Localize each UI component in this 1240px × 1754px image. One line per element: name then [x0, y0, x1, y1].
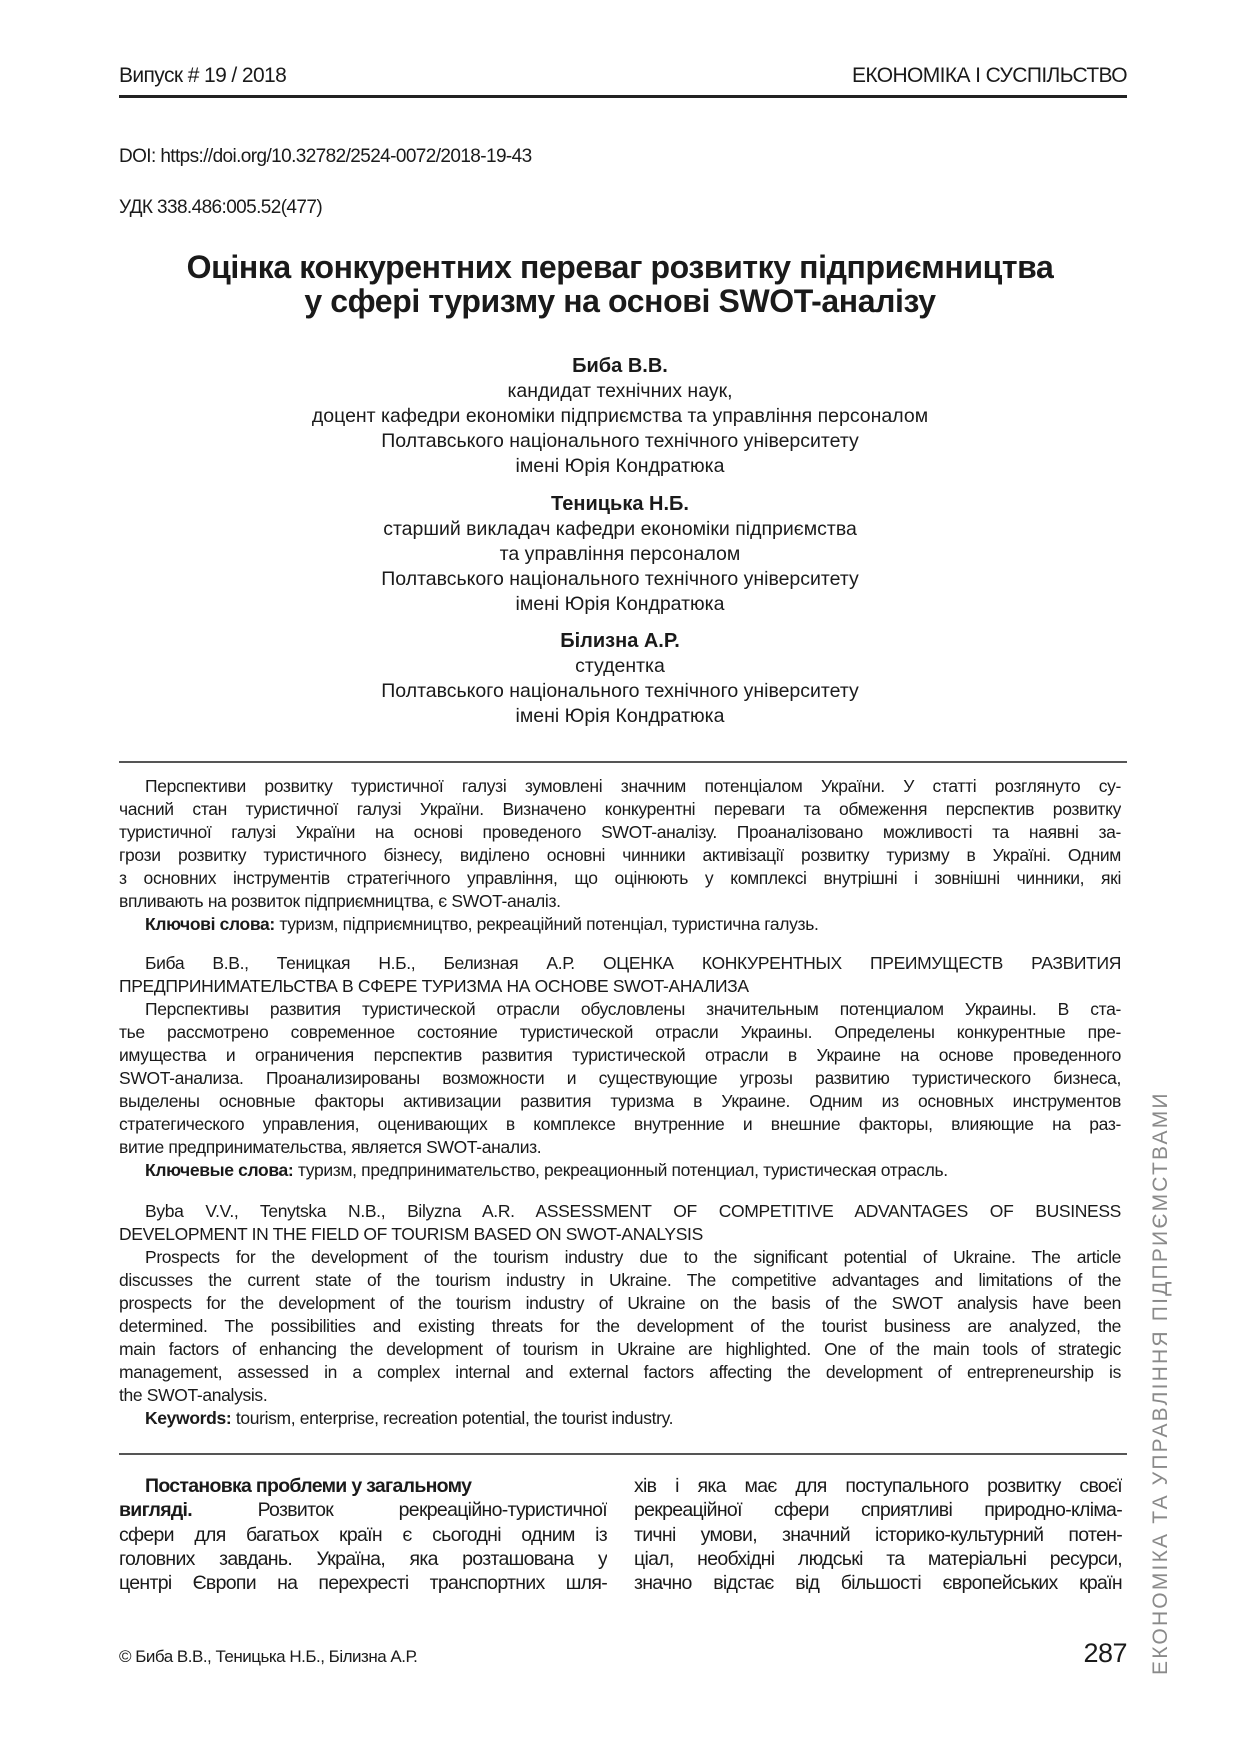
- text-line: [119, 1474, 607, 1498]
- author-affiliation-line: старший викладач кафедри економіки підприємства: [383, 518, 857, 540]
- copyright-footer: © Биба В.В., Теницька Н.Б., Білизна А.Р.: [119, 1647, 418, 1666]
- text-line: стратегического управления, оценивающих в комплексе внутренние и внешние факторы, влияющие на раз-: [119, 1114, 1121, 1134]
- abstract-paragraph: [119, 1407, 1121, 1430]
- text-line: туристичної галузі України на основі проведеного SWOT-аналізу. Проаналізовано можливості та наявні за-: [119, 822, 1121, 842]
- text-line: management, assessed in a complex internal and external factors affecting the development of entrepreneurship is: [119, 1362, 1121, 1382]
- author-affiliation-line: Полтавського національного технічного університету: [381, 568, 859, 590]
- author-block: [0, 354, 1240, 479]
- author-affiliation-line: Полтавського національного технічного університету: [381, 430, 859, 452]
- text-line: discusses the current state of the tourism industry in Ukraine. The competitive advantages and limitations of the: [119, 1270, 1121, 1290]
- text-line: имущества и ограничения перспектив развития туристической отрасли в Украине на основе проведенного: [119, 1045, 1121, 1065]
- text-line: Prospects for the development of the tourism industry due to the significant potential of Ukraine. The article: [145, 1247, 1121, 1267]
- author-block: [0, 492, 1240, 617]
- body-column-right: [634, 1474, 1122, 1595]
- text-line: ПРЕДПРИНИМАТЕЛЬСТВА В СФЕРЕ ТУРИЗМА НА ОСНОВЕ SWOT-АНАЛИЗА: [119, 976, 749, 996]
- text-line: значно відстає від більшості європейських країн: [634, 1572, 1122, 1595]
- line-text: туризм, підприємництво, рекреаційний потенціал, туристична галузь.: [274, 914, 819, 934]
- text-line: головних завдань. Україна, яка розташована у: [119, 1547, 607, 1570]
- text-line: [119, 1159, 1121, 1182]
- author-name: Биба В.В.: [572, 355, 668, 377]
- text-line: часний стан туристичної галузі України. Визначено конкурентні переваги та обмеження перспектив розвитку: [119, 799, 1121, 819]
- doi-link[interactable]: DOI: https://doi.org/10.32782/2524-0072/2018-19-43: [119, 146, 532, 167]
- line-text: туризм, предпринимательство, рекреационный потенциал, туристическая отрасль.: [293, 1160, 948, 1180]
- author-name: Білизна А.Р.: [560, 630, 680, 652]
- abstract-russian: [119, 952, 1121, 1182]
- text-line: грози розвитку туристичного бізнесу, виділено основні чинники активізації розвитку туризму в Україні. Одним: [119, 845, 1121, 865]
- text-line: [119, 913, 1121, 936]
- abstract-paragraph: [119, 1246, 1121, 1407]
- text-line: витие предпринимательства, является SWOT-анализ.: [119, 1137, 542, 1157]
- bold-lead: Keywords:: [145, 1408, 232, 1428]
- author-block: [0, 629, 1240, 729]
- author-affiliation-line: імені Юрія Кондратюка: [515, 455, 725, 477]
- author-affiliation-line: імені Юрія Кондратюка: [515, 593, 725, 615]
- text-line: сфери для багатьох країн є сьогодні одним із: [119, 1523, 607, 1546]
- bold-lead: Постановка проблеми у загальному: [145, 1475, 472, 1497]
- text-line: determined. The possibilities and existing threats for the development of the tourist business are analyzed, the: [119, 1316, 1121, 1336]
- author-affiliation-line: імені Юрія Кондратюка: [515, 705, 725, 727]
- title-line: у сфері туризму на основі SWOT-аналізу: [304, 283, 936, 319]
- author-affiliation-line: та управління персоналом: [499, 543, 741, 565]
- abstract-paragraph: [119, 1200, 1121, 1246]
- abstract-paragraph: [119, 913, 1121, 936]
- text-line: центрі Європи на перехресті транспортних шля-: [119, 1572, 607, 1595]
- body-top-rule: [119, 1453, 1127, 1455]
- abstract-english: [119, 1200, 1121, 1430]
- text-line: Биба В.В., Теницкая Н.Б., Белизная А.Р. ОЦЕНКА КОНКУРЕНТНЫХ ПРЕИМУЩЕСТВ РАЗВИТИЯ: [145, 953, 1121, 973]
- line-text: Розвиток рекреаційно-туристичної: [192, 1499, 607, 1522]
- text-line: впливають на розвиток підприємництва, є SWOT-аналіз.: [119, 891, 561, 911]
- text-line: SWOT-анализа. Проанализированы возможности и существующие угрозы развитию туристического бизнеса,: [119, 1068, 1121, 1088]
- text-line: рекреаційної сфери сприятливі природно-кліма-: [634, 1499, 1122, 1522]
- line-text: tourism, enterprise, recreation potential, the tourist industry.: [231, 1408, 674, 1428]
- author-name: Теницька Н.Б.: [551, 493, 689, 515]
- article-title: [0, 250, 1240, 318]
- text-line: [119, 1407, 1121, 1430]
- author-affiliation-line: кандидат технічних наук,: [507, 380, 733, 402]
- text-line: Byba V.V., Tenytska N.B., Bilyzna A.R. ASSESSMENT OF COMPETITIVE ADVANTAGES OF BUSINESS: [145, 1201, 1121, 1221]
- body-column-left: [119, 1474, 607, 1595]
- bold-lead: Ключові слова:: [145, 914, 275, 934]
- bold-lead: вигляді.: [119, 1499, 192, 1522]
- author-affiliation-line: студентка: [575, 655, 665, 677]
- text-line: ціал, необхідні людські та матеріальні ресурси,: [634, 1547, 1122, 1570]
- author-affiliation-line: Полтавського національного технічного університету: [381, 680, 859, 702]
- issue-label: Випуск # 19 / 2018: [119, 64, 287, 87]
- abstract-paragraph: [119, 775, 1121, 913]
- abstract-paragraph: [119, 952, 1121, 998]
- text-line: Перспективи розвитку туристичної галузі зумовлені значним потенціалом України. У статті розглянуто су-: [145, 776, 1121, 796]
- text-line: хів і яка має для поступального розвитку своєї: [634, 1475, 1122, 1497]
- abstract-paragraph: [119, 1159, 1121, 1182]
- text-line: [119, 1498, 607, 1522]
- text-line: the SWOT-analysis.: [119, 1385, 268, 1405]
- text-line: DEVELOPMENT IN THE FIELD OF TOURISM BASED ON SWOT-ANALYSIS: [119, 1224, 703, 1244]
- text-line: выделены основные факторы активизации развития туризма в Украине. Одним из основных инструментов: [119, 1091, 1121, 1111]
- abstract-ukrainian: [119, 775, 1121, 936]
- text-line: тье рассмотрено современное состояние туристической отрасли Украины. Определены конкурентные пре-: [119, 1022, 1121, 1042]
- bold-lead: Ключевые слова:: [145, 1160, 294, 1180]
- abstract-top-rule: [119, 761, 1127, 763]
- title-line: Оцінка конкурентних переваг розвитку підприємництва: [186, 249, 1054, 285]
- text-line: prospects for the development of the tourism industry of Ukraine on the basis of the SWOT analysis have been: [119, 1293, 1121, 1313]
- abstract-paragraph: [119, 998, 1121, 1159]
- section-side-label: ЕКОНОМІКА ТА УПРАВЛІННЯ ПІДПРИЄМСТВАМИ: [1149, 1091, 1172, 1675]
- text-line: з основних інструментів стратегічного управління, що оцінюють у комплексі внутрішні і зовнішні чинники, які: [119, 868, 1121, 888]
- page-number: 287: [1083, 1638, 1127, 1668]
- author-affiliation-line: доцент кафедри економіки підприємства та управління персоналом: [311, 405, 929, 427]
- text-line: тичні умови, значний історико-культурний потен-: [634, 1523, 1122, 1546]
- header-rule: [119, 95, 1127, 98]
- udc-code: УДК 338.486:005.52(477): [119, 197, 323, 218]
- text-line: main factors of enhancing the development of tourism in Ukraine are highlighted. One of the main tools of strategic: [119, 1339, 1121, 1359]
- text-line: Перспективы развития туристической отрасли обусловлены значительным потенциалом Украины. В ста-: [145, 999, 1121, 1019]
- journal-name: ЕКОНОМІКА І СУСПІЛЬСТВО: [851, 64, 1127, 87]
